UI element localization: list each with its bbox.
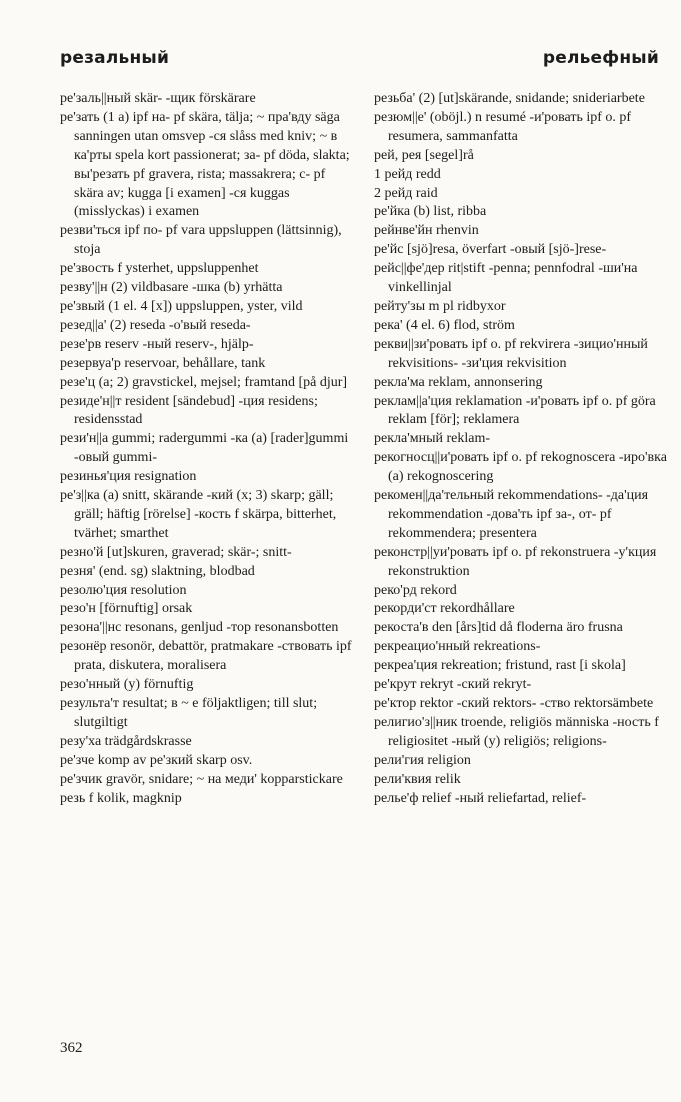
entry: ре'крут rekryt -ский rekryt- — [374, 677, 532, 693]
entry: резня' (end. sg) slaktning, blodbad — [60, 563, 255, 579]
entry: резо'нный (y) förnuftig — [60, 677, 194, 693]
entry: ре'заль||ный skär- -щик förskärare — [60, 91, 256, 106]
entry: рели'квия relik — [374, 771, 461, 787]
entry: резона'||нс resonans, genljud -тор resonansbotten — [60, 620, 339, 636]
entry: 2 рейд raid — [374, 185, 438, 201]
entry: рекреа'ция rekreation; fristund, rast [i skola] — [374, 658, 626, 674]
entry: ре'зать (1 a) ipf на- pf skära, tälja; ~ пра'вду säga sanningen utan omsvep -ся slåss med kniv; ~ в ка'рты spela kort passionerat; за- pf döda, slakta; вы'резать pf gravera, rista; massakrera; с- pf skära av; kugga [i examen] -ся kuggas (misslyckas) i examen — [60, 109, 350, 220]
entry: резьба' (2) [ut]skärande, snidande; snideriarbete — [374, 91, 645, 106]
entry: рекла'мный reklam- — [374, 431, 491, 447]
entry: ре'зчик gravör, snidare; ~ на меди' kopparstickare — [60, 771, 343, 787]
running-head-right: рельефный — [542, 48, 659, 68]
entry: ре'з||ка (a) snitt, skärande -кий (x; 3) skarp; gäll; gräll; häftig [rörelse] -кость f skärpa, bitterhet, tvärhet; smarthet — [60, 488, 337, 541]
entry: резинья'ция resignation — [60, 469, 197, 485]
entry: рекорди'ст rekordhållare — [374, 601, 515, 617]
entry: 1 рейд redd — [374, 166, 441, 182]
entry: резонёр resonör, debattör, pratmakare -ствовать ipf prata, diskutera, moralisera — [60, 639, 352, 674]
entry: резу'ха trädgårdskrasse — [60, 733, 192, 749]
entry: резервуа'р reservoar, behållare, tank — [60, 355, 266, 371]
entry: рей, рея [segel]rå — [374, 147, 474, 163]
entry: релье'ф relief -ный reliefartad, relief- — [374, 790, 587, 806]
entry: рейс||фе'дер rit|stift -penna; pennfodral -ши'на vinkellinjal — [374, 261, 638, 296]
entry: резиде'н||т resident [sändebud] -ция residens; residensstad — [60, 393, 318, 428]
entry: рекогносц||и'ровать ipf o. pf rekognoscera -иро'вка (a) rekognoscering — [374, 450, 667, 485]
right-column — [374, 90, 672, 808]
entry: результа'т resultat; в ~ е följaktligen; till slut; slutgiltigt — [60, 696, 318, 730]
entry: река' (4 el. 6) flod, ström — [374, 317, 515, 333]
entry: резе'рв reserv -ный reserv-, hjälp- — [60, 336, 254, 352]
entry: резь f kolik, magknip — [60, 790, 182, 806]
entry: резюм||е' (oböjl.) n resumé -и'ровать ipf o. pf resumera, sammanfatta — [374, 109, 632, 144]
entry: резви'ться ipf по- pf vara uppsluppen (lättsinnig), stoja — [60, 223, 342, 258]
running-head-left: резальный — [60, 48, 170, 68]
entry: ре'звый (1 el. 4 [x]) uppsluppen, yster, vild — [60, 298, 303, 314]
entry: резед||а' (2) reseda -о'вый reseda- — [60, 317, 251, 333]
entry: ре'ктор rektor -ский rektors- -ство rektorsämbete — [374, 696, 654, 711]
entry: резо'н [förnuftig] orsak — [60, 601, 193, 617]
entry: резе'ц (a; 2) gravstickel, mejsel; framtand [på djur] — [60, 374, 348, 390]
entry: рейнве'йн rhenvin — [374, 223, 479, 239]
entry: рекви||зи'ровать ipf o. pf rekvirera -зицио'нный rekvisitions- -зи'ция rekvisition — [374, 336, 648, 371]
entry: ре'звость f ysterhet, uppsluppenhet — [60, 261, 259, 277]
entry: рекоста'в den [års]tid då floderna äro frusna — [374, 620, 623, 636]
entry: рели'гия religion — [374, 752, 471, 768]
entry: ре'йка (b) list, ribba — [374, 204, 487, 220]
entry: ре'зче komp av ре'зкий skarp osv. — [60, 752, 253, 768]
entry: религио'з||ник troende, religiös människa -ность f religiositet -ный (y) religiös; religions- — [374, 714, 659, 749]
entry: резно'й [ut]skuren, graverad; skär-; snitt- — [60, 544, 292, 560]
entry: реко'рд rekord — [374, 582, 457, 598]
entry: реклам||а'ция reklamation -и'ровать ipf o. pf göra reklam [för]; reklamera — [374, 393, 656, 428]
entry: резолю'ция resolution — [60, 582, 187, 598]
entry: рекреацио'нный rekreations- — [374, 639, 541, 655]
entry: ре'йс [sjö]resa, överfart -овый [sjö-]rese- — [374, 242, 607, 258]
entry: реконстр||уи'ровать ipf o. pf rekonstruera -у'кция rekonstruktion — [374, 544, 657, 579]
entry: рейту'зы m pl ridbyxor — [374, 298, 506, 314]
entry: рези'н||а gummi; radergummi -ка (a) [rader]gummi -овый gummi- — [60, 431, 349, 466]
entry: резву'||н (2) vildbasare -шка (b) yrhätta — [60, 280, 283, 296]
entry: рекомен||да'тельный rekommendations- -да'ция rekommendation -дова'ть ipf за-, от- pf rekommendera; presentera — [374, 488, 649, 541]
entry: рекла'ма reklam, annonsering — [374, 374, 543, 390]
page-number: 362 — [60, 1040, 83, 1056]
left-column — [60, 90, 358, 808]
